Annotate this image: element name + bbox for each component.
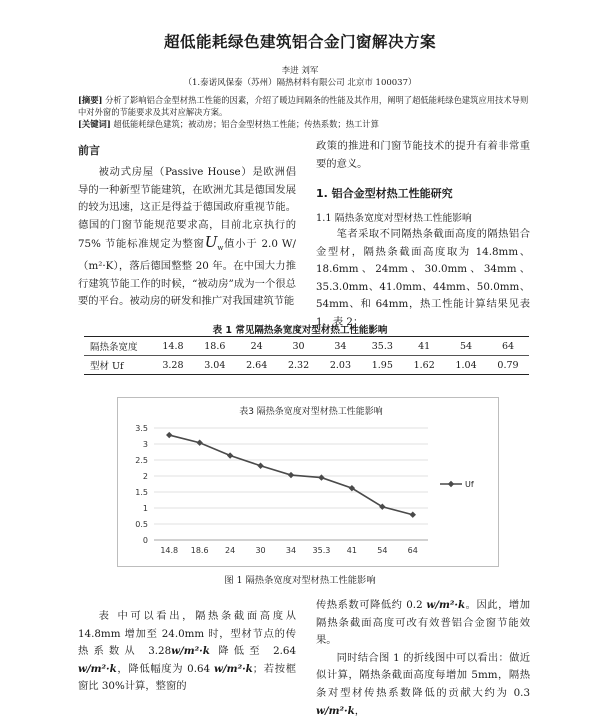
table-cell-uf: 2.32 (278, 356, 320, 375)
y-tick-label: 3.5 (135, 424, 148, 433)
legend-label: Uf (465, 480, 474, 489)
table-cell-width: 34 (320, 337, 362, 356)
x-tick-label: 24 (225, 546, 236, 555)
section-1-text: 笔者采取不同隔热条截面高度的隔热铝合金型材，隔热条截面高度取为 14.8mm、18.6mm、24mm、30.0mm、34mm、35.3.0mm、41.0mm、44mm、50.0mm、54mm、和 64mm，热工性能计算结果见表 1、表 2： (316, 228, 530, 328)
table-cell-uf: 1.95 (361, 356, 403, 375)
preface-text-a: 被动式房屋（Passive House）是欧洲倡导的一种新型节能建筑，在欧洲尤其是德国发展的较为迅速，这正是得益于德国政府重视节能。德国的门窗节能规范要求高，目前北京执行的 75% 节能标准规定为整窗 (78, 166, 296, 251)
table-cell-uf: 3.28 (152, 356, 194, 375)
table-row (84, 337, 529, 356)
keywords-label: [关键词] (78, 119, 111, 129)
bl-text-d: ；若按框窗比 30%计算，整窗的 (78, 662, 296, 693)
abstract-text: 分析了影响铝合金型材热工性能的因素，介绍了暖边间隔条的性能及其作用，阐明了超低能耗绿色建筑应用技术导则中对外窗的节能要求及其对应解决方案。 (78, 95, 529, 117)
x-tick-label: 64 (407, 546, 418, 555)
chart-title: 表3 隔热条宽度对型材热工性能影响 (239, 407, 383, 417)
unit-label: w/m²·k (78, 662, 117, 675)
abstract-label: [摘要] (78, 95, 103, 105)
u-subscript: w (217, 244, 224, 253)
bottom-right-paragraph (316, 597, 530, 720)
legend-marker (448, 481, 454, 487)
table-cell-width: 35.3 (361, 337, 403, 356)
section-heading-1: 1. 铝合金型材热工性能研究 (316, 187, 453, 200)
y-tick-label: 1.5 (135, 488, 148, 497)
y-tick-label: 0 (142, 536, 148, 545)
table-cell-width: 14.8 (152, 337, 194, 356)
figure-caption: 图 1 隔热条宽度对型材热工性能影响 (224, 575, 376, 586)
unit-label: w/m²·k (171, 645, 210, 658)
data-table (84, 336, 529, 375)
paper-title: 超低能耗绿色建筑铝合金门窗解决方案 (163, 33, 436, 51)
y-tick-label: 2 (142, 472, 148, 481)
table-cell-uf: 1.62 (403, 356, 445, 375)
br-text-c: 同时结合图 1 的折线图中可以看出：做近似计算，隔热条截面高度每增加 5mm，隔热条对型材传热系数降低的贡献大约为 0.3 (316, 651, 530, 699)
br-text-a: 传热系数可降低约 0.2 (316, 599, 427, 611)
line-chart (118, 398, 498, 566)
affiliation: （1.泰诺风保泰（苏州）隔热材料有限公司 北京市 100037） (183, 78, 417, 88)
data-point (318, 474, 324, 480)
table-cell-width: 18.6 (194, 337, 236, 356)
table-cell-uf: 3.04 (194, 356, 236, 375)
table-row-label: 隔热条宽度 (84, 337, 152, 356)
x-tick-label: 18.6 (190, 546, 209, 555)
x-tick-label: 35.3 (312, 546, 331, 555)
bl-text-c: ，降低幅度为 0.64 (116, 662, 215, 675)
data-point (410, 512, 416, 518)
section-1-paragraph (316, 226, 530, 332)
data-point (166, 432, 172, 438)
table-row-label: 型材 Uf (84, 356, 152, 375)
y-tick-label: 1 (142, 504, 148, 513)
table-cell-uf: 2.03 (320, 356, 362, 375)
preface-paragraph (78, 164, 296, 311)
y-tick-label: 3 (142, 440, 148, 449)
keywords-text: 超低能耗绿色建筑；被动房；铝合金型材热工性能；传热系数；热工计算 (113, 119, 379, 129)
y-tick-label: 0.5 (135, 520, 148, 529)
u-symbol: U (204, 233, 218, 252)
unit-label: w/m²·k (316, 704, 355, 717)
x-tick-label: 54 (377, 546, 388, 555)
bl-text-b: 降低至 2.64 (209, 645, 296, 658)
authors: 李进 刘军 (281, 66, 319, 76)
table-row (84, 356, 529, 375)
unit-label: w/m²·k (426, 599, 466, 611)
table-cell-width: 24 (236, 337, 278, 356)
x-tick-label: 34 (285, 546, 297, 555)
bl-text-a: 表 中可以看出，隔热条截面高度从 14.8mm 增加至 24.0mm 时，型材节点的传热系数从 3.28 (78, 610, 296, 658)
x-tick-label: 14.8 (160, 546, 179, 555)
keywords (78, 118, 530, 130)
subsection-heading-1-1: 1.1 隔热条宽度对型材热工性能影响 (316, 213, 472, 224)
bottom-left-paragraph (78, 608, 296, 696)
table-cell-width: 41 (403, 337, 445, 356)
br-text-b: 。因此，增加隔热条截面高度可改有效普铝合金窗节能效果。 (316, 599, 531, 647)
table-cell-uf: 2.64 (236, 356, 278, 375)
table-cell-width: 64 (487, 337, 529, 356)
chart-frame (117, 397, 499, 567)
data-point (288, 472, 294, 478)
right-column-top (316, 138, 530, 173)
unit-label: w/m²·k (214, 662, 253, 675)
data-point (227, 452, 233, 458)
y-tick-label: 2.5 (135, 456, 148, 465)
table-cell-width: 54 (445, 337, 487, 356)
x-tick-label: 41 (346, 546, 357, 555)
section-heading-preface: 前言 (78, 144, 100, 157)
x-tick-label: 30 (255, 546, 266, 555)
preface-text-b: 值小于 2.0 W/（m²·K），落后德国整整 20 年。在中国大力推行建筑节能工作的时候，“被动房”成为一个很总要的平台。被动房的研发和推广对我国建筑节能 (78, 238, 296, 308)
continuation-text: 政策的推进和门窗节能技术的提升有着非常重要的意义。 (316, 140, 530, 170)
table-cell-width: 30 (278, 337, 320, 356)
table-caption: 表 1 常见隔热条宽度对型材热工性能影响 (212, 325, 388, 336)
data-point (196, 440, 202, 446)
data-point (257, 463, 263, 469)
table-cell-uf: 1.04 (445, 356, 487, 375)
abstract (78, 95, 530, 118)
br-text-d: ， (354, 704, 366, 717)
table-cell-uf: 0.79 (487, 356, 529, 375)
